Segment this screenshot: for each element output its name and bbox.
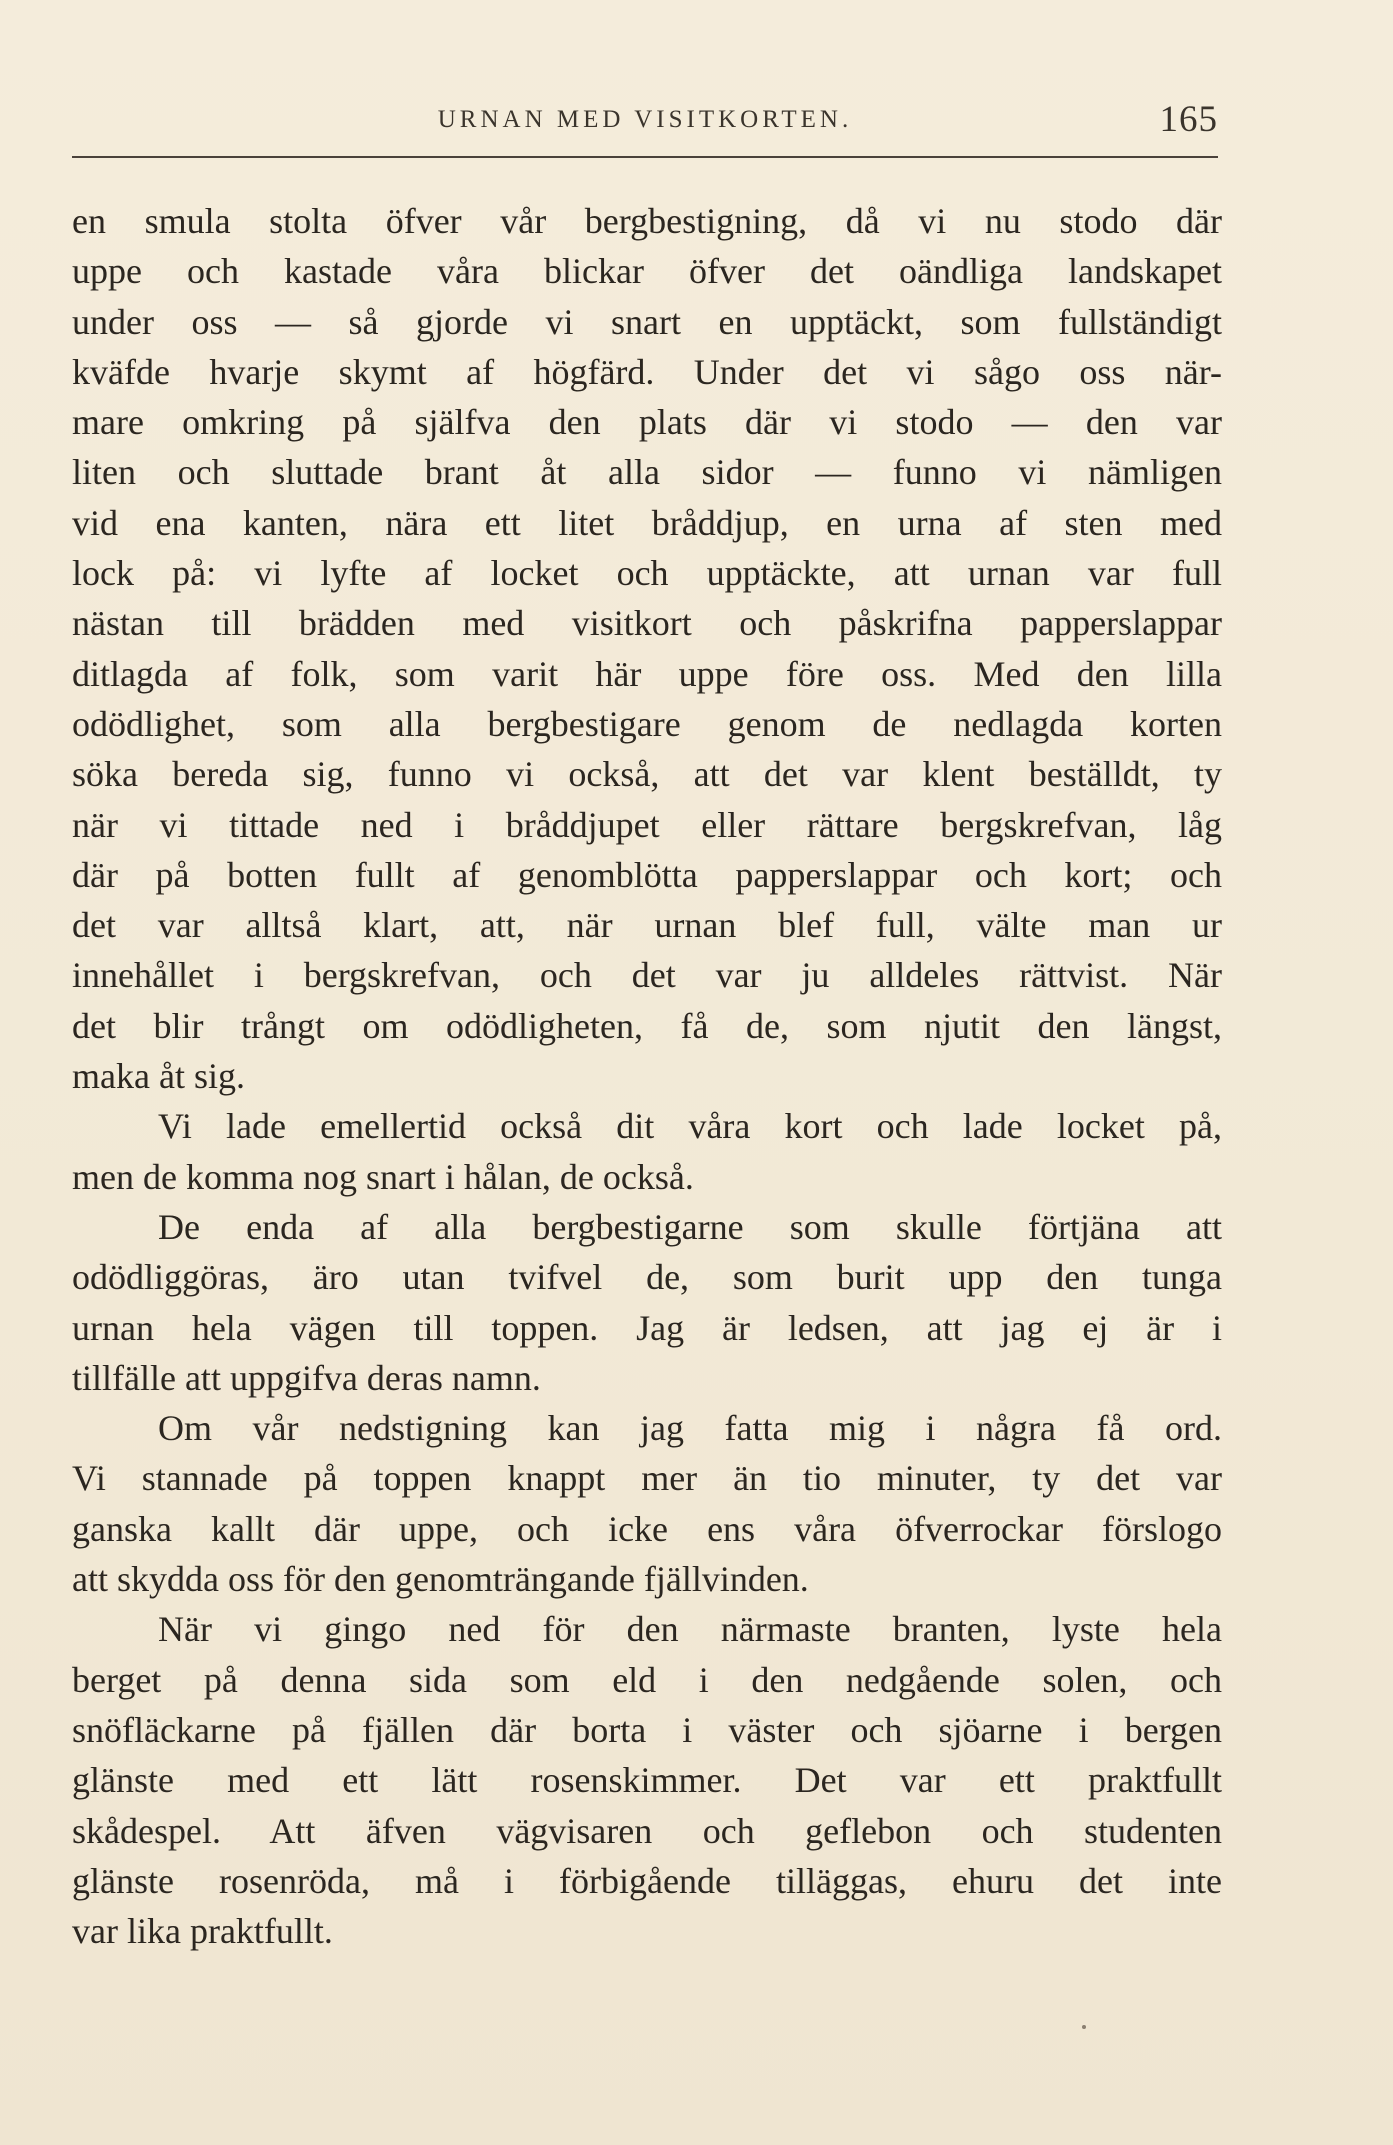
text-line: urnan hela vägen till toppen. Jag är ledsen, att jag ej är i xyxy=(72,1307,1222,1348)
text-line: tillfälle att uppgifva deras namn. xyxy=(72,1357,541,1398)
text-line: det var alltså klart, att, när urnan blef full, välte man ur xyxy=(72,905,1222,946)
text-line: Om vår nedstigning kan jag fatta mig i några få ord. xyxy=(158,1408,1222,1449)
header-rule xyxy=(72,156,1218,158)
text-line: innehållet i bergskrefvan, och det var ju alldeles rättvist. När xyxy=(72,955,1222,996)
text-line: men de komma nog snart i hålan, de också. xyxy=(72,1156,694,1197)
paper-speck xyxy=(1082,2025,1086,2029)
text-line: snöfläckarne på fjällen där borta i väster och sjöarne i bergen xyxy=(72,1709,1222,1750)
text-line: uppe och kastade våra blickar öfver det oändliga landskapet xyxy=(72,251,1222,292)
text-line: glänste med ett lätt rosenskimmer. Det var ett praktfullt xyxy=(72,1760,1222,1801)
text-line: vid ena kanten, nära ett litet bråddjup, en urna af sten med xyxy=(72,502,1222,543)
text-line: var lika praktfullt. xyxy=(72,1911,333,1952)
page-number: 165 xyxy=(1159,99,1218,140)
text-line: söka bereda sig, funno vi också, att det var klent beställdt, ty xyxy=(72,754,1222,795)
text-line: Vi lade emellertid också dit våra kort och lade locket på, xyxy=(158,1106,1222,1147)
text-line: glänste rosenröda, må i förbigående tilläggas, ehuru det inte xyxy=(72,1860,1222,1901)
text-line: en smula stolta öfver vår bergbestigning, då vi nu stodo där xyxy=(72,201,1222,241)
text-line: liten och sluttade brant åt alla sidor — funno vi nämligen xyxy=(72,452,1222,493)
text-line: det blir trångt om odödligheten, få de, som njutit den längst, xyxy=(72,1005,1222,1046)
text-line: kväfde hvarje skymt af högfärd. Under det vi sågo oss när- xyxy=(72,351,1222,392)
text-line: ganska kallt där uppe, och icke ens våra öfverrockar förslogo xyxy=(72,1508,1222,1549)
text-line: när vi tittade ned i bråddjupet eller rättare bergskrefvan, låg xyxy=(72,804,1222,845)
text-line: där på botten fullt af genomblötta papperslappar och kort; och xyxy=(72,854,1222,895)
text-line: odödliggöras, äro utan tvifvel de, som burit upp den tunga xyxy=(72,1257,1222,1298)
body-text xyxy=(72,196,1222,1956)
text-line: lock på: vi lyfte af locket och upptäckte, att urnan var full xyxy=(72,553,1222,594)
text-line: När vi gingo ned för den närmaste branten, lyste hela xyxy=(158,1609,1222,1650)
running-head xyxy=(72,98,1218,148)
text-line: att skydda oss för den genomträngande fjällvinden. xyxy=(72,1559,809,1600)
text-line: mare omkring på själfva den plats där vi stodo — den var xyxy=(72,402,1222,443)
text-line: skådespel. Att äfven vägvisaren och geflebon och studenten xyxy=(72,1810,1222,1851)
text-line: De enda af alla bergbestigarne som skulle förtjäna att xyxy=(158,1206,1222,1247)
text-line: odödlighet, som alla bergbestigare genom de nedlagda korten xyxy=(72,703,1222,744)
text-line: maka åt sig. xyxy=(72,1056,245,1097)
text-line: Vi stannade på toppen knappt mer än tio minuter, ty det var xyxy=(72,1458,1222,1499)
text-line: under oss — så gjorde vi snart en upptäckt, som fullständigt xyxy=(72,301,1222,342)
text-line: ditlagda af folk, som varit här uppe före oss. Med den lilla xyxy=(72,653,1222,694)
running-title: URNAN MED VISITKORTEN. xyxy=(437,106,853,133)
text-line: berget på denna sida som eld i den nedgående solen, och xyxy=(72,1659,1222,1700)
text-line: nästan till brädden med visitkort och påskrifna papperslappar xyxy=(72,603,1222,644)
